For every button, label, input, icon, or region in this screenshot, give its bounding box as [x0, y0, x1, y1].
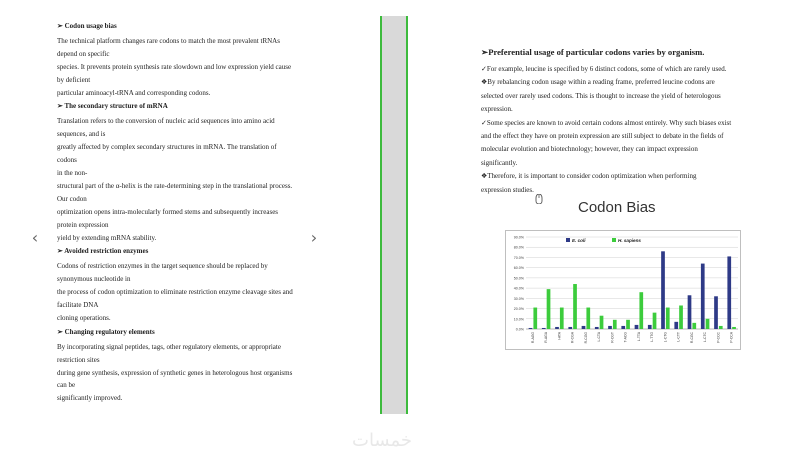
body-line: and the effect they have on protein expression are still subject to debate in the fields of — [481, 132, 724, 141]
x-tick-label: I-ATA — [557, 332, 562, 341]
body-line: Translation refers to the conversion of nucleic acid sequences into amino acid — [57, 117, 275, 126]
bar-e-coli — [727, 256, 731, 329]
bar-h-sapiens — [692, 323, 696, 329]
bar-h-sapiens — [706, 319, 710, 329]
bar-h-sapiens — [653, 313, 657, 329]
body-line: structural part of the α-helix is the rate-determining step in the translational process. — [57, 181, 293, 190]
body-line: cloning operations. — [57, 313, 111, 322]
body-line: sequences, and is — [57, 130, 106, 139]
x-tick-label: L-CTT — [676, 332, 681, 342]
body-line: during gene synthesis, expression of synthetic genes in heterologous host organisms — [57, 368, 293, 377]
bar-e-coli — [635, 325, 639, 329]
body-line: significantly improved. — [57, 394, 123, 403]
body-line: in the non- — [57, 168, 88, 177]
y-tick-label: 0.0% — [515, 327, 524, 332]
bar-e-coli — [674, 322, 678, 329]
body-line: by deficient — [57, 75, 91, 84]
y-tick-label: 50.0% — [513, 276, 524, 281]
bar-h-sapiens — [732, 327, 736, 329]
right-page-heading: ➢Preferential usage of particular codons varies by organism. — [481, 47, 705, 57]
section-heading: ➢ Changing regulatory elements — [57, 327, 155, 336]
legend-label: E. coli — [572, 238, 586, 243]
section-heading: ➢ Avoided restriction enzymes — [57, 247, 149, 256]
chart-canvas — [506, 231, 742, 351]
bar-h-sapiens — [560, 308, 564, 329]
chart-title: Codon Bias — [578, 199, 656, 216]
bar-e-coli — [701, 264, 705, 329]
body-line: Codons of restriction enzymes in the target sequence should be replaced by — [57, 262, 268, 271]
x-tick-label: R-CGC — [689, 332, 694, 344]
bar-h-sapiens — [666, 308, 670, 329]
body-line: synonymous nucleotide in — [57, 275, 131, 284]
x-tick-label: L-TTG — [650, 332, 655, 342]
x-tick-label: L-TTA — [636, 332, 641, 342]
x-tick-label: R-AGA — [544, 332, 549, 343]
bar-e-coli — [529, 328, 533, 329]
section-heading: ➢ Codon usage bias — [57, 22, 117, 30]
body-line: species. It prevents protein synthesis rate slowdown and low expression yield cause — [57, 62, 292, 71]
y-tick-label: 30.0% — [513, 296, 524, 301]
body-line: protein expression — [57, 220, 109, 229]
document-page-left — [0, 0, 380, 460]
bar-h-sapiens — [613, 320, 617, 329]
body-line: yield by extending mRNA stability. — [57, 233, 157, 242]
bar-e-coli — [542, 328, 546, 329]
body-line: can be — [57, 381, 76, 390]
y-tick-label: 10.0% — [513, 317, 524, 322]
bar-h-sapiens — [626, 320, 630, 329]
body-line: optimization opens intra-molecularly formed stems and subsequently increases — [57, 207, 279, 216]
x-tick-label: P-CCC — [716, 332, 721, 343]
body-line: molecular evolution and biotechnology; however, they can impact expression — [481, 145, 698, 154]
bar-h-sapiens — [547, 289, 551, 329]
codon-bias-chart — [505, 230, 741, 350]
x-tick-label: T-ACG — [623, 332, 628, 343]
y-tick-label: 20.0% — [513, 307, 524, 312]
bar-h-sapiens — [639, 292, 643, 329]
y-tick-label: 40.0% — [513, 286, 524, 291]
body-line: ❖By rebalancing codon usage within a reading frame, preferred leucine codons are — [481, 78, 715, 87]
bar-e-coli — [582, 326, 586, 329]
bar-e-coli — [608, 326, 612, 329]
body-line: greatly affected by complex secondary structures in mRNA. The translation of codons — [57, 143, 277, 165]
bar-h-sapiens — [573, 284, 577, 329]
body-line: selected over rarely used codons. This is thought to increase the yield of heterologous — [481, 91, 721, 100]
body-line: ✓For example, leucine is specified by 6 distinct codons, some of which are rarely used. — [481, 65, 727, 73]
y-tick-label: 90.0% — [513, 235, 524, 240]
x-tick-label: R-AGG — [530, 332, 535, 344]
bar-h-sapiens — [679, 305, 683, 329]
bar-e-coli — [568, 327, 572, 329]
body-line: depend on specific — [57, 49, 110, 58]
body-line: The technical platform changes rare codons to match the most prevalent tRNAs — [57, 36, 280, 45]
x-tick-label: L-CTC — [703, 332, 708, 342]
bar-h-sapiens — [600, 316, 604, 329]
document-page-right — [408, 0, 800, 460]
next-page-button[interactable]: › — [310, 228, 318, 247]
bar-e-coli — [648, 325, 652, 329]
body-line: expression. — [481, 105, 513, 114]
body-line: Our codon — [57, 194, 87, 203]
body-line: restriction sites — [57, 355, 100, 364]
legend-swatch — [566, 238, 570, 242]
watermark: خمسات — [352, 430, 413, 451]
legend-label: H. sapiens — [618, 238, 641, 243]
x-tick-label: L-CTG — [663, 332, 668, 343]
body-line: ❖Therefore, it is important to consider codon optimization when performing — [481, 172, 697, 181]
bar-e-coli — [688, 295, 692, 329]
body-line: significantly. — [481, 158, 518, 167]
x-tick-label: R-CGG — [583, 332, 588, 344]
section-heading: ➢ The secondary structure of mRNA — [57, 102, 168, 111]
bar-e-coli — [595, 327, 599, 329]
bar-e-coli — [621, 326, 625, 329]
x-tick-label: R-CGT — [610, 332, 615, 343]
left-page-text — [57, 20, 297, 406]
x-tick-label: L-CTA — [597, 332, 602, 342]
page-boundary-line — [380, 16, 382, 414]
body-line: ✓Some species are known to avoid certain codons almost entirely. Why such biases exist — [481, 118, 732, 127]
body-line: By incorporating signal peptides, tags, other regulatory elements, or appropriate — [57, 342, 281, 351]
legend-swatch — [612, 238, 616, 242]
mouse-cursor-icon — [535, 194, 543, 204]
x-tick-label: P-CCA — [729, 332, 734, 343]
bar-h-sapiens — [719, 326, 723, 329]
body-line: particular aminoacyl-tRNA and corresponding codons. — [57, 88, 211, 97]
y-tick-label: 70.0% — [513, 255, 524, 260]
x-tick-label: R-CGA — [570, 332, 575, 343]
body-line: the process of codon optimization to eliminate restriction enzyme cleavage sites and — [57, 288, 293, 297]
prev-page-button[interactable]: ‹ — [31, 228, 39, 247]
bar-h-sapiens — [533, 308, 537, 329]
bar-e-coli — [555, 327, 559, 329]
y-tick-label: 60.0% — [513, 266, 524, 271]
page-gutter — [380, 16, 408, 414]
right-page-text — [481, 44, 749, 197]
bar-e-coli — [661, 251, 665, 329]
bar-e-coli — [714, 296, 718, 329]
body-line: facilitate DNA — [57, 301, 99, 310]
y-tick-label: 80.0% — [513, 245, 524, 250]
bar-h-sapiens — [586, 308, 590, 329]
body-line: expression studies. — [481, 185, 534, 194]
